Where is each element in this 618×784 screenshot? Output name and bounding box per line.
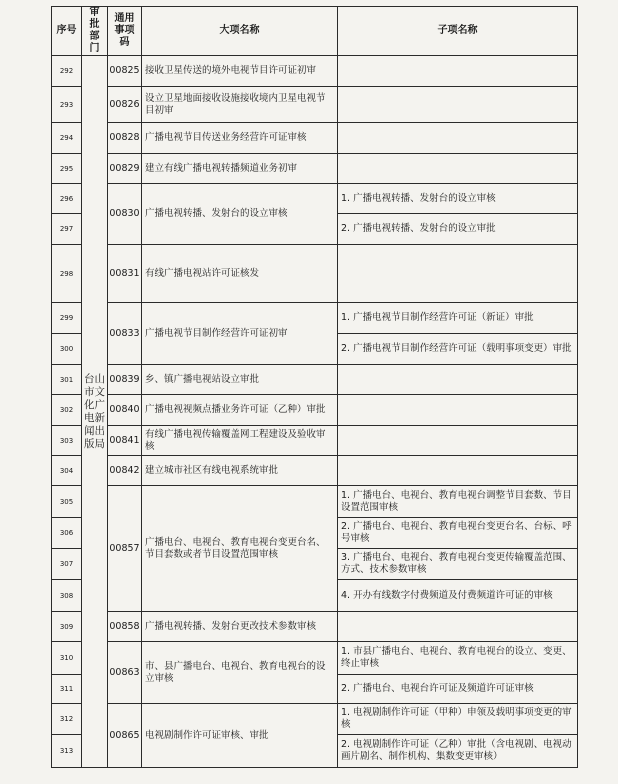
row-seq: 307 (52, 549, 82, 580)
approval-items-table (51, 6, 578, 768)
row-sub (338, 395, 578, 426)
row-major: 有线广播电视传输覆盖网工程建设及验收审核 (142, 426, 338, 456)
row-code: 00826 (108, 87, 142, 123)
row-major: 广播电视转播、发射台的设立审核 (142, 184, 338, 245)
row-seq: 297 (52, 214, 82, 245)
table-row (52, 612, 578, 642)
row-seq: 312 (52, 704, 82, 735)
row-sub (338, 154, 578, 184)
row-seq: 294 (52, 123, 82, 154)
row-code: 00841 (108, 426, 142, 456)
row-major: 广播电视转播、发射台更改技术参数审核 (142, 612, 338, 642)
table-row (52, 123, 578, 154)
row-major: 有线广播电视站许可证核发 (142, 245, 338, 303)
table-header-row (52, 7, 578, 56)
row-seq: 306 (52, 518, 82, 549)
row-sub: 2. 广播电视转播、发射台的设立审批 (338, 214, 578, 245)
row-seq: 311 (52, 675, 82, 704)
header-seq: 序号 (52, 7, 82, 56)
row-sub (338, 123, 578, 154)
row-major: 市、县广播电台、电视台、教育电视台的设立审核 (142, 642, 338, 704)
header-sub: 子项名称 (338, 7, 578, 56)
row-sub: 2. 广播电台、电视台许可证及频道许可证审核 (338, 675, 578, 704)
row-sub (338, 426, 578, 456)
table-row (52, 154, 578, 184)
row-sub: 1. 广播电台、电视台、教育电视台调整节目套数、节目设置范围审核 (338, 486, 578, 518)
row-sub: 1. 市县广播电台、电视台、教育电视台的设立、变更、终止审核 (338, 642, 578, 675)
row-seq: 302 (52, 395, 82, 426)
row-code: 00831 (108, 245, 142, 303)
row-code: 00858 (108, 612, 142, 642)
row-code: 00833 (108, 303, 142, 365)
row-code: 00865 (108, 704, 142, 768)
row-seq: 300 (52, 334, 82, 365)
row-code: 00828 (108, 123, 142, 154)
row-sub: 1. 广播电视转播、发射台的设立审核 (338, 184, 578, 214)
row-code: 00857 (108, 486, 142, 612)
row-code: 00842 (108, 456, 142, 486)
row-sub (338, 245, 578, 303)
row-sub (338, 365, 578, 395)
row-sub: 1. 广播电视节目制作经营许可证（新证）审批 (338, 303, 578, 334)
row-code: 00840 (108, 395, 142, 426)
row-major: 广播电视视频点播业务许可证（乙种）审批 (142, 395, 338, 426)
row-major: 广播电台、电视台、教育电视台变更台名、节目套数或者节目设置范围审核 (142, 486, 338, 612)
row-seq: 313 (52, 735, 82, 768)
row-code: 00839 (108, 365, 142, 395)
table-row (52, 486, 578, 518)
row-seq: 293 (52, 87, 82, 123)
row-seq: 308 (52, 580, 82, 612)
table-row (52, 456, 578, 486)
table-row (52, 704, 578, 735)
row-major: 接收卫星传送的境外电视节目许可证初审 (142, 56, 338, 87)
row-code: 00829 (108, 154, 142, 184)
header-dept: 审批部门 (82, 7, 108, 56)
row-sub: 2. 广播电视节目制作经营许可证（载明事项变更）审批 (338, 334, 578, 365)
row-seq: 301 (52, 365, 82, 395)
row-major: 建立有线广播电视转播频道业务初审 (142, 154, 338, 184)
row-sub: 4. 开办有线数字付费频道及付费频道许可证的审核 (338, 580, 578, 612)
row-major: 电视剧制作许可证审核、审批 (142, 704, 338, 768)
row-seq: 299 (52, 303, 82, 334)
row-code: 00863 (108, 642, 142, 704)
row-major: 广播电视节目传送业务经营许可证审核 (142, 123, 338, 154)
row-seq: 310 (52, 642, 82, 675)
row-major: 广播电视节目制作经营许可证初审 (142, 303, 338, 365)
row-sub (338, 56, 578, 87)
row-code: 00825 (108, 56, 142, 87)
row-sub: 2. 电视剧制作许可证（乙种）审批（含电视剧、电视动画片剧名、制作机构、集数变更审核） (338, 735, 578, 768)
row-code: 00830 (108, 184, 142, 245)
row-sub (338, 87, 578, 123)
table-row (52, 87, 578, 123)
department-cell: 台山市文化广电新闻出版局 (82, 56, 108, 768)
row-seq: 304 (52, 456, 82, 486)
table-row (52, 184, 578, 214)
header-code: 通用事项码 (108, 7, 142, 56)
row-sub: 1. 电视剧制作许可证（甲种）申领及载明事项变更的审核 (338, 704, 578, 735)
row-seq: 292 (52, 56, 82, 87)
table-row (52, 365, 578, 395)
row-major: 设立卫星地面接收设施接收境内卫星电视节目初审 (142, 87, 338, 123)
row-seq: 305 (52, 486, 82, 518)
table-row (52, 303, 578, 334)
row-sub: 2. 广播电台、电视台、教育电视台变更台名、台标、呼号审核 (338, 518, 578, 549)
row-sub: 3. 广播电台、电视台、教育电视台变更传输覆盖范围、方式、技术参数审核 (338, 549, 578, 580)
row-major: 乡、镇广播电视站设立审批 (142, 365, 338, 395)
row-major: 建立城市社区有线电视系统审批 (142, 456, 338, 486)
row-seq: 303 (52, 426, 82, 456)
table-row (52, 56, 578, 87)
table-row (52, 245, 578, 303)
table-row (52, 642, 578, 675)
table-row (52, 395, 578, 426)
row-sub (338, 456, 578, 486)
row-seq: 296 (52, 184, 82, 214)
row-seq: 295 (52, 154, 82, 184)
row-sub (338, 612, 578, 642)
header-major: 大项名称 (142, 7, 338, 56)
row-seq: 298 (52, 245, 82, 303)
table-row (52, 426, 578, 456)
row-seq: 309 (52, 612, 82, 642)
